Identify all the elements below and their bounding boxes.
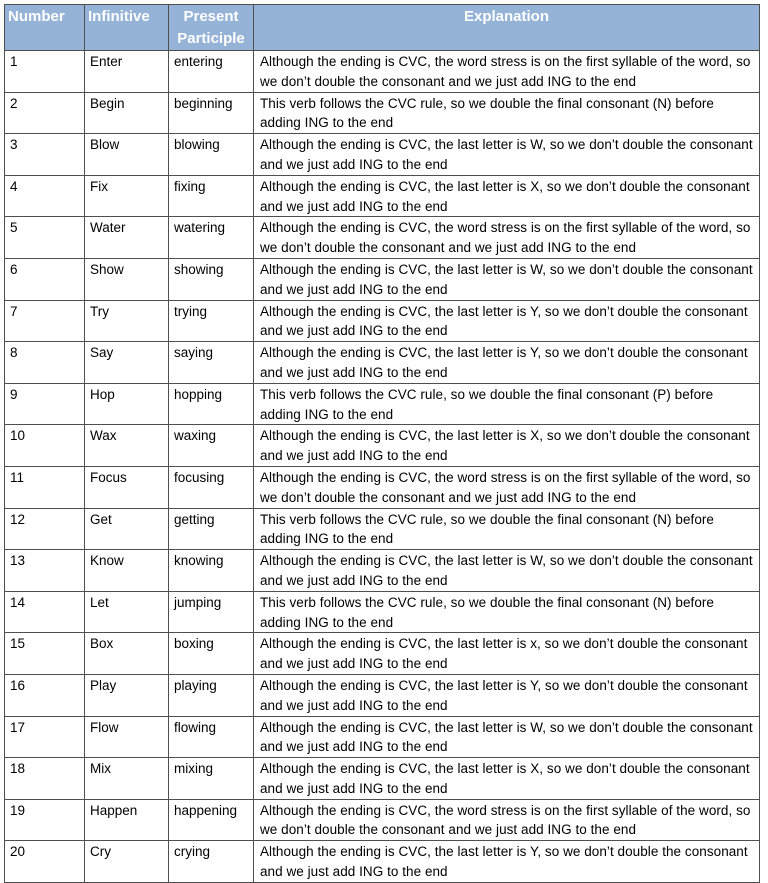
cell-explanation: Although the ending is CVC, the last letter is Y, so we don’t double the consonant and we just add ING to the end bbox=[254, 342, 760, 384]
table-row bbox=[5, 508, 760, 550]
cell-number: 17 bbox=[5, 716, 85, 758]
cell-number: 11 bbox=[5, 466, 85, 508]
cell-explanation: Although the ending is CVC, the last letter is Y, so we don’t double the consonant and we just add ING to the end bbox=[254, 674, 760, 716]
cell-number: 2 bbox=[5, 92, 85, 134]
cell-number: 13 bbox=[5, 550, 85, 592]
cell-number: 7 bbox=[5, 300, 85, 342]
cell-infinitive: Blow bbox=[85, 134, 169, 176]
table-row bbox=[5, 591, 760, 633]
cell-present-participle: blowing bbox=[169, 134, 254, 176]
cell-explanation: Although the ending is CVC, the last letter is X, so we don’t double the consonant and we just add ING to the end bbox=[254, 758, 760, 800]
table-row bbox=[5, 383, 760, 425]
cell-infinitive: Play bbox=[85, 674, 169, 716]
cell-number: 9 bbox=[5, 383, 85, 425]
cell-present-participle: mixing bbox=[169, 758, 254, 800]
cell-explanation: Although the ending is CVC, the last letter is x, so we don’t double the consonant and we just add ING to the end bbox=[254, 633, 760, 675]
cell-infinitive: Happen bbox=[85, 799, 169, 841]
header-row bbox=[5, 5, 760, 51]
cell-present-participle: beginning bbox=[169, 92, 254, 134]
cell-present-participle: watering bbox=[169, 217, 254, 259]
cell-present-participle: entering bbox=[169, 51, 254, 93]
cell-number: 5 bbox=[5, 217, 85, 259]
table-body bbox=[5, 51, 760, 883]
cell-explanation: This verb follows the CVC rule, so we double the final consonant (P) before adding ING to the end bbox=[254, 383, 760, 425]
cell-number: 6 bbox=[5, 258, 85, 300]
cell-number: 18 bbox=[5, 758, 85, 800]
cell-infinitive: Fix bbox=[85, 175, 169, 217]
cell-number: 14 bbox=[5, 591, 85, 633]
cell-infinitive: Begin bbox=[85, 92, 169, 134]
header-number: Number bbox=[5, 5, 85, 51]
header-present-participle: Present Participle bbox=[169, 5, 254, 51]
table-row bbox=[5, 342, 760, 384]
cell-explanation: This verb follows the CVC rule, so we double the final consonant (N) before adding ING to the end bbox=[254, 508, 760, 550]
cell-present-participle: playing bbox=[169, 674, 254, 716]
cell-number: 10 bbox=[5, 425, 85, 467]
table-row bbox=[5, 716, 760, 758]
header-infinitive: Infinitive bbox=[85, 5, 169, 51]
cell-explanation: Although the ending is CVC, the last letter is Y, so we don’t double the consonant and we just add ING to the end bbox=[254, 841, 760, 883]
cell-infinitive: Flow bbox=[85, 716, 169, 758]
cell-infinitive: Water bbox=[85, 217, 169, 259]
cell-number: 8 bbox=[5, 342, 85, 384]
header-explanation: Explanation bbox=[254, 5, 760, 51]
table-row bbox=[5, 51, 760, 93]
cell-present-participle: hopping bbox=[169, 383, 254, 425]
cell-present-participle: saying bbox=[169, 342, 254, 384]
table-row bbox=[5, 134, 760, 176]
cell-present-participle: getting bbox=[169, 508, 254, 550]
table-row bbox=[5, 425, 760, 467]
cell-infinitive: Cry bbox=[85, 841, 169, 883]
cell-present-participle: trying bbox=[169, 300, 254, 342]
cell-explanation: Although the ending is CVC, the last letter is X, so we don’t double the consonant and we just add ING to the end bbox=[254, 425, 760, 467]
cell-present-participle: focusing bbox=[169, 466, 254, 508]
cell-infinitive: Focus bbox=[85, 466, 169, 508]
cell-number: 16 bbox=[5, 674, 85, 716]
cell-explanation: Although the ending is CVC, the word stress is on the first syllable of the word, so we don’t double the consonant and we just add ING to the end bbox=[254, 799, 760, 841]
cell-number: 4 bbox=[5, 175, 85, 217]
cell-infinitive: Hop bbox=[85, 383, 169, 425]
cell-present-participle: fixing bbox=[169, 175, 254, 217]
cell-present-participle: showing bbox=[169, 258, 254, 300]
cell-infinitive: Wax bbox=[85, 425, 169, 467]
cell-present-participle: jumping bbox=[169, 591, 254, 633]
table-row bbox=[5, 841, 760, 883]
cell-explanation: Although the ending is CVC, the last letter is Y, so we don’t double the consonant and we just add ING to the end bbox=[254, 300, 760, 342]
table-header bbox=[5, 5, 760, 51]
table-row bbox=[5, 674, 760, 716]
cell-explanation: Although the ending is CVC, the last letter is W, so we don’t double the consonant and we just add ING to the end bbox=[254, 716, 760, 758]
cell-infinitive: Let bbox=[85, 591, 169, 633]
cell-number: 15 bbox=[5, 633, 85, 675]
cell-present-participle: flowing bbox=[169, 716, 254, 758]
cell-present-participle: waxing bbox=[169, 425, 254, 467]
cell-infinitive: Show bbox=[85, 258, 169, 300]
table-row bbox=[5, 758, 760, 800]
table-row bbox=[5, 92, 760, 134]
cell-explanation: Although the ending is CVC, the last letter is W, so we don’t double the consonant and we just add ING to the end bbox=[254, 134, 760, 176]
cell-infinitive: Enter bbox=[85, 51, 169, 93]
cell-infinitive: Know bbox=[85, 550, 169, 592]
table-row bbox=[5, 799, 760, 841]
cell-number: 12 bbox=[5, 508, 85, 550]
cell-infinitive: Try bbox=[85, 300, 169, 342]
table-row bbox=[5, 217, 760, 259]
cell-infinitive: Get bbox=[85, 508, 169, 550]
cell-explanation: Although the ending is CVC, the word stress is on the first syllable of the word, so we don’t double the consonant and we just add ING to the end bbox=[254, 466, 760, 508]
cell-infinitive: Box bbox=[85, 633, 169, 675]
cell-explanation: Although the ending is CVC, the word stress is on the first syllable of the word, so we don’t double the consonant and we just add ING to the end bbox=[254, 217, 760, 259]
table-row bbox=[5, 633, 760, 675]
cell-present-participle: knowing bbox=[169, 550, 254, 592]
cell-present-participle: happening bbox=[169, 799, 254, 841]
cell-explanation: Although the ending is CVC, the word stress is on the first syllable of the word, so we don’t double the consonant and we just add ING to the end bbox=[254, 51, 760, 93]
cell-present-participle: crying bbox=[169, 841, 254, 883]
cell-number: 1 bbox=[5, 51, 85, 93]
cell-number: 3 bbox=[5, 134, 85, 176]
cell-infinitive: Mix bbox=[85, 758, 169, 800]
cell-explanation: This verb follows the CVC rule, so we double the final consonant (N) before adding ING to the end bbox=[254, 92, 760, 134]
table-row bbox=[5, 258, 760, 300]
cell-number: 20 bbox=[5, 841, 85, 883]
cell-explanation: This verb follows the CVC rule, so we double the final consonant (N) before adding ING to the end bbox=[254, 591, 760, 633]
cell-number: 19 bbox=[5, 799, 85, 841]
cell-present-participle: boxing bbox=[169, 633, 254, 675]
cell-explanation: Although the ending is CVC, the last letter is X, so we don’t double the consonant and we just add ING to the end bbox=[254, 175, 760, 217]
verb-ing-table bbox=[4, 4, 760, 883]
cell-explanation: Although the ending is CVC, the last letter is W, so we don’t double the consonant and we just add ING to the end bbox=[254, 550, 760, 592]
cell-explanation: Although the ending is CVC, the last letter is W, so we don’t double the consonant and we just add ING to the end bbox=[254, 258, 760, 300]
table-row bbox=[5, 175, 760, 217]
table-row bbox=[5, 466, 760, 508]
table-row bbox=[5, 300, 760, 342]
cell-infinitive: Say bbox=[85, 342, 169, 384]
table-row bbox=[5, 550, 760, 592]
